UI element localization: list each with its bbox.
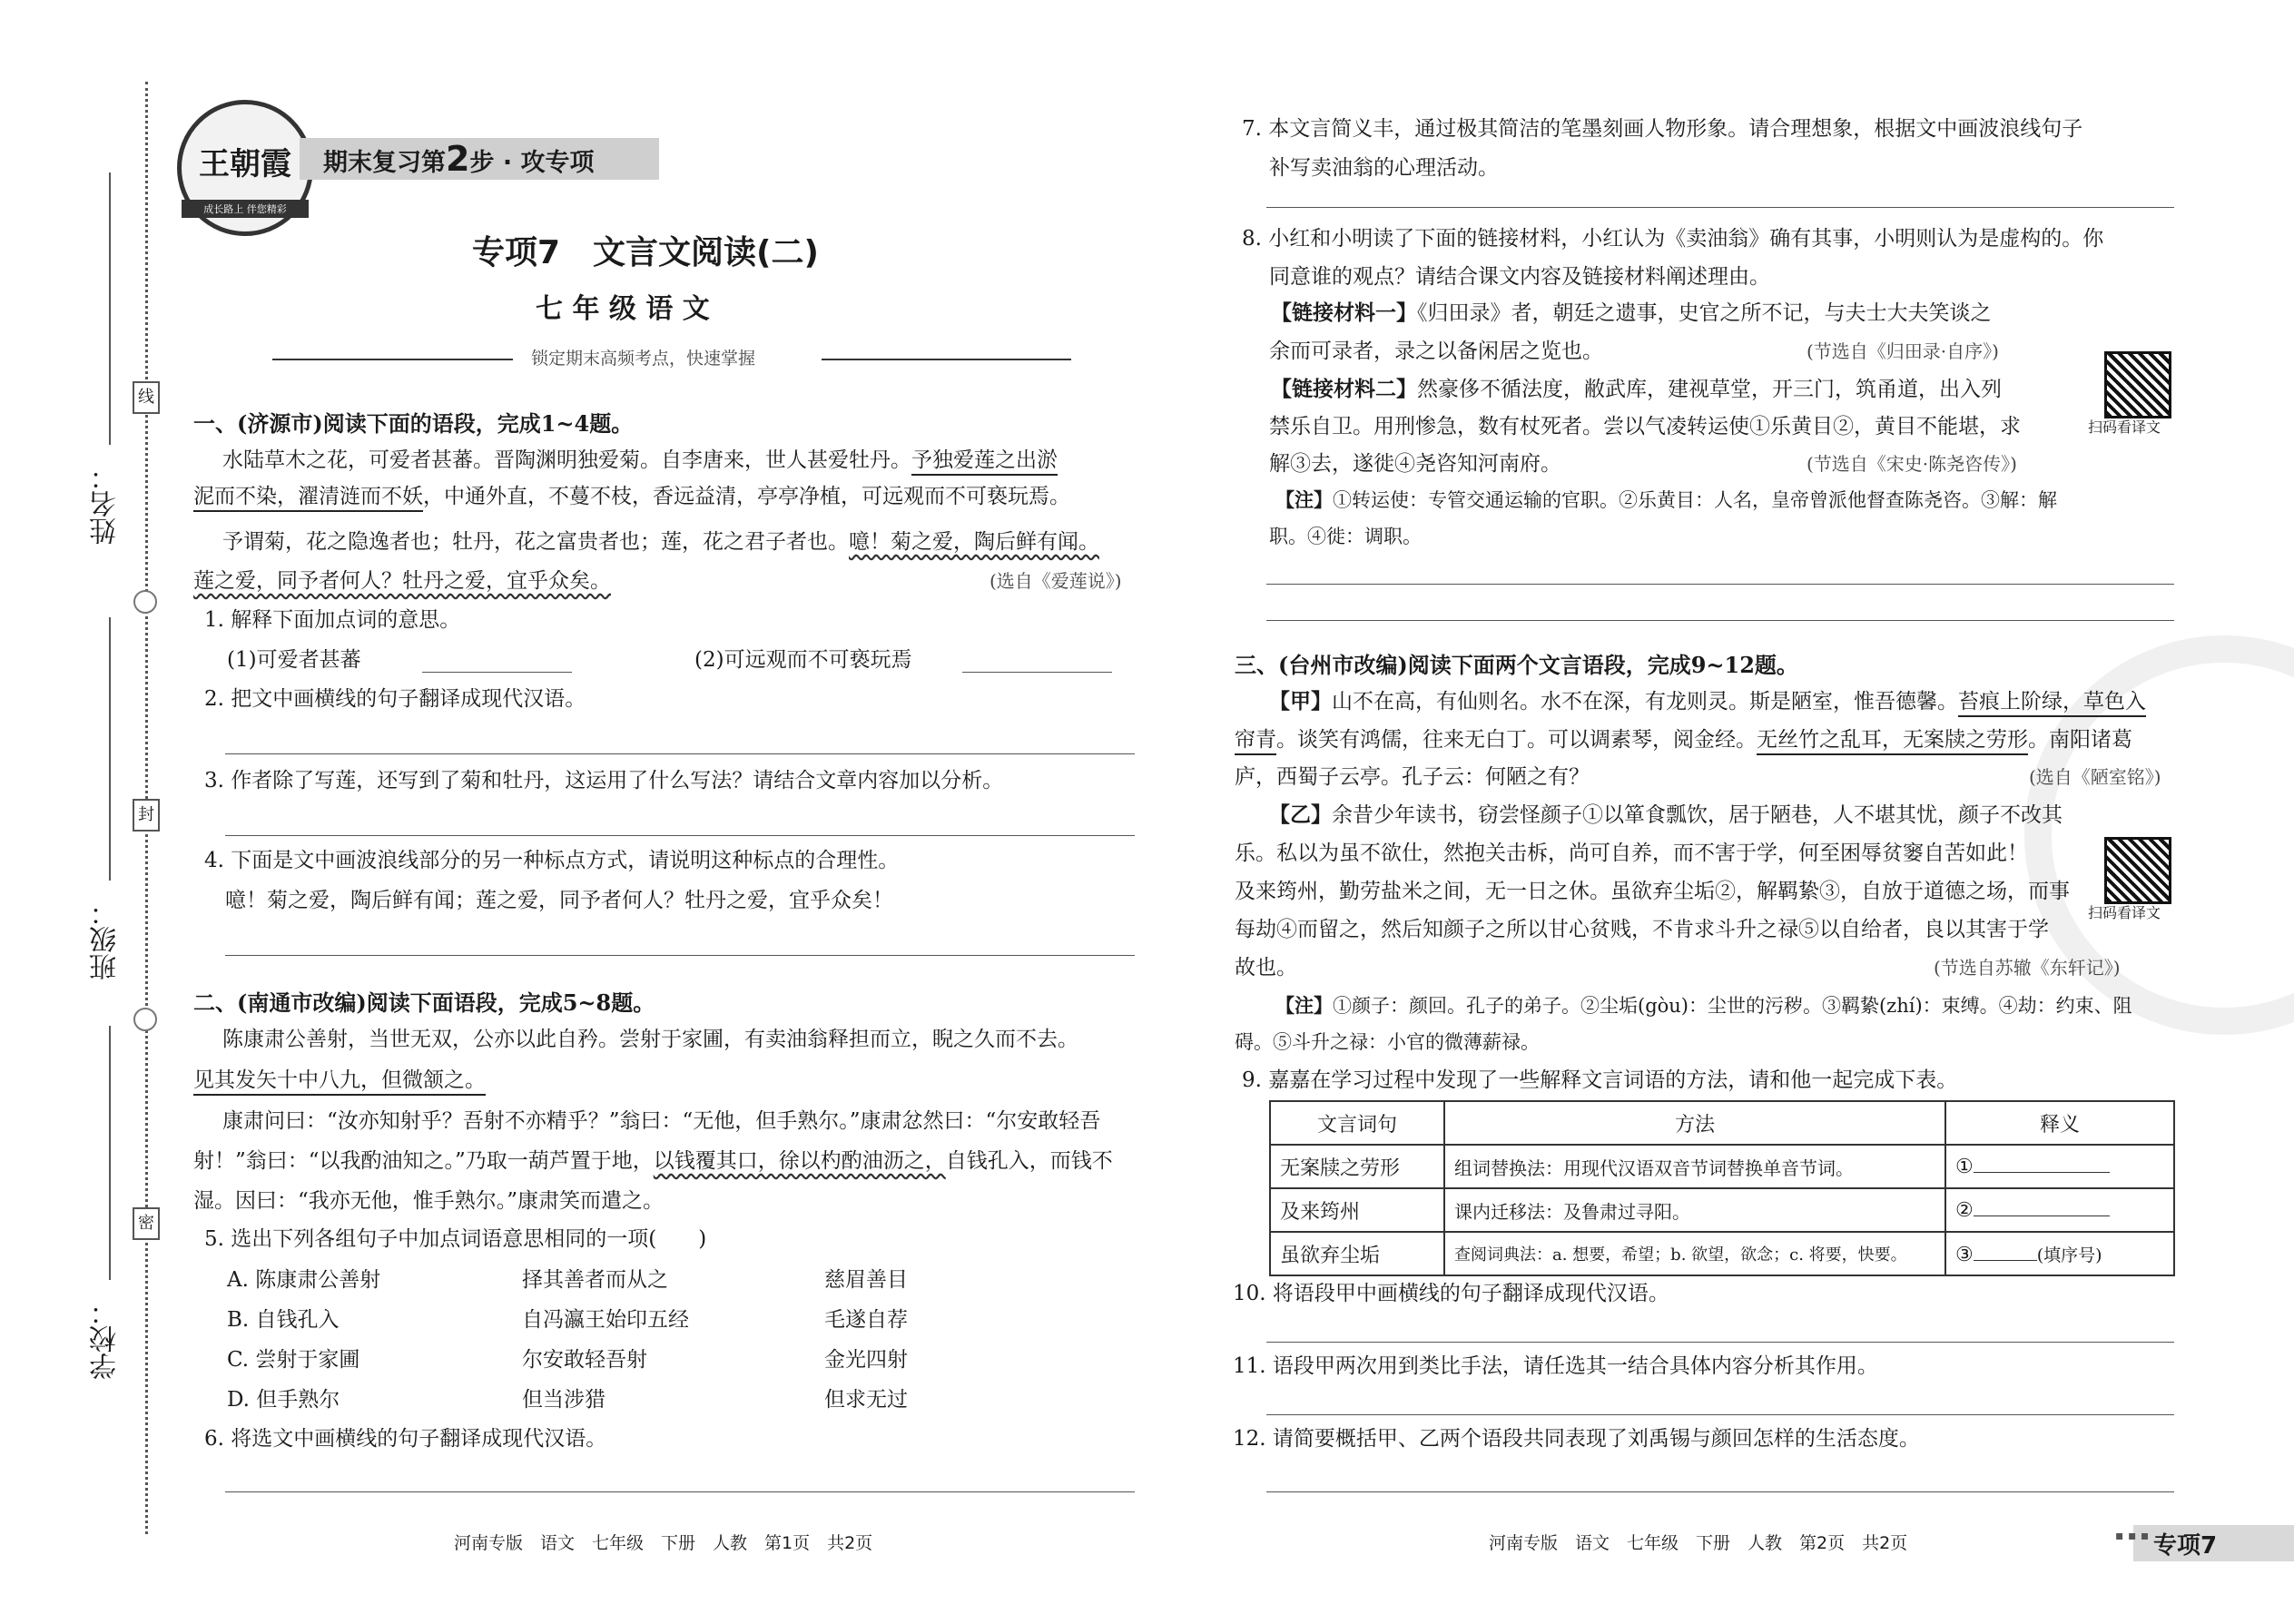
table-row [1270, 1145, 2174, 1188]
answer-line-q6[interactable] [225, 1491, 1135, 1492]
underlined-sentence: 泥而不染，濯清涟而不妖 [193, 485, 423, 512]
option-d-col1[interactable]: D. 但手熟尔 [227, 1388, 340, 1412]
link2-tag: 【链接材料二】 [1271, 377, 1417, 401]
option-a-col1[interactable]: A. 陈康肃公善射 [227, 1268, 381, 1292]
section2-para2-line3: 湿。因曰：“我亦无他，惟手熟尔。”康肃笑而遣之。 [193, 1189, 665, 1213]
motto-rule-right [822, 359, 1071, 360]
class-blank-line [109, 617, 111, 881]
question-8-line2: 同意谁的观点？请结合课文内容及链接材料阐述理由。 [1269, 265, 1770, 289]
question-2: 2. 把文中画横线的句子翻译成现代汉语。 [204, 687, 586, 711]
option-a-col2: 择其善者而从之 [522, 1268, 668, 1292]
yi-line4: 每劫④而留之，然后知颜子之所以甘心贫贱，不肯求斗升之禄⑤以自给者，良以其害于学 [1235, 918, 2049, 941]
step-banner [300, 138, 659, 180]
answer-line-q7[interactable] [1266, 207, 2174, 208]
answer-line-q8-1[interactable] [1266, 584, 2174, 585]
section3-heading: 三、(台州市改编)阅读下面两个文言语段，完成9~12题。 [1235, 652, 1798, 678]
question-3: 3. 作者除了写莲，还写到了菊和牡丹，这运用了什么写法？请结合文章内容加以分析。 [204, 769, 1004, 792]
table-cell-method: 查阅词典法：a. 想要，希望；b. 欲望，欲念；c. 将要，快要。 [1444, 1232, 1945, 1275]
table-cell-phrase: 无案牍之劳形 [1270, 1145, 1444, 1188]
section1-para1-line2: 泥而不染，濯清涟而不妖，中通外直，不蔓不枝，香远益清，亭亭净植，可远观而不可亵玩焉。 [193, 478, 1070, 515]
yi-source: (节选自苏辙《东轩记》) [1934, 957, 2121, 979]
yi-line2: 乐。私以为虽不欲仕，然抱关击柝，尚可自养，而不害于学，何至困辱贫窭自苦如此！ [1235, 842, 2028, 865]
table-cell-method: 组词替换法：用现代汉语双音节词替换单音节词。 [1444, 1145, 1945, 1188]
wavy-sentence: 莲之爱，同予者何人？牡丹之爱，宜乎众矣。 [193, 569, 611, 593]
binding-hole-2 [133, 1008, 157, 1031]
table-row [1270, 1232, 2174, 1275]
table-cell-method: 课内迁移法：及鲁肃过寻阳。 [1444, 1188, 1945, 1232]
option-b-col1[interactable]: B. 自钱孔入 [227, 1308, 340, 1332]
underlined-sentence: 见其发矢十中八九，但微颔之。 [193, 1068, 486, 1096]
option-a-col3: 慈眉善目 [824, 1268, 908, 1292]
section2-para2-line1: 康肃问曰：“汝亦知射乎？吾射不亦精乎？”翁曰：“无他，但手熟尔。”康肃忿然曰：“尔安敢轻吾 [222, 1109, 1101, 1133]
yi-tag: 【乙】 [1269, 802, 1332, 827]
yi-line5: 故也。 [1235, 956, 1297, 979]
section2-para1-line1: 陈康肃公善射，当世无双，公亦以此自矜。尝射于家圃，有卖油翁释担而立，睨之久而不去。 [222, 1028, 1078, 1051]
question-7-line2: 补写卖油翁的心理活动。 [1269, 156, 1499, 180]
question-1b: (2)可远观而不可亵玩焉 [694, 648, 912, 672]
answer-line-q4[interactable] [225, 955, 1135, 956]
qr-code-1[interactable] [2104, 351, 2171, 418]
footer-right: 河南专版 语文 七年级 下册 人教 第2页 共2页 [1489, 1533, 1908, 1553]
banner-text-b: 步 · 攻专项 [469, 149, 595, 177]
brand-name: 王朝霞 [199, 146, 291, 182]
school-blank-line [109, 1026, 111, 1280]
option-c-col2: 尔安敢轻吾射 [522, 1348, 647, 1372]
seal-box-mi: 密 [133, 1207, 160, 1240]
note-8-line1: 【注】①转运使：专管交通运输的官职。②乐黄目：人名，皇帝曾派他督查陈尧咨。③解：解 [1275, 488, 2057, 511]
question-12: 12. 请简要概括甲、乙两个语段共同表现了刘禹锡与颜回怎样的生活态度。 [1233, 1427, 1920, 1451]
option-b-col2: 自冯瀛王始印五经 [522, 1308, 689, 1332]
qr-code-2[interactable] [2104, 837, 2171, 904]
answer-line-q3[interactable] [225, 835, 1135, 836]
option-c-col3: 金光四射 [824, 1348, 908, 1372]
footer-left: 河南专版 语文 七年级 下册 人教 第1页 共2页 [454, 1533, 873, 1553]
table-header-cell: 方法 [1444, 1101, 1945, 1145]
question-8-line1: 8. 小红和小明读了下面的链接材料，小红认为《卖油翁》确有其事，小明则认为是虚构的。你 [1242, 227, 2104, 251]
underlined-sentence: 苔痕上阶绿，草色入 [1958, 690, 2146, 717]
table-row [1270, 1188, 2174, 1232]
question-11: 11. 语段甲两次用到类比手法，请任选其一结合具体内容分析其作用。 [1233, 1354, 1878, 1378]
answer-line-q12[interactable] [1266, 1491, 2174, 1492]
name-blank-line [109, 172, 111, 445]
banner-text-a: 期末复习第 [323, 149, 446, 177]
question-1: 1. 解释下面加点词的意思。 [204, 608, 461, 632]
link2-line1: 【链接材料二】然豪侈不循法度，敝武库，建视草堂，开三门，筑甬道，出入列 [1271, 377, 2002, 401]
jia-line1: 【甲】山不在高，有仙则名。水不在深，有龙则灵。斯是陋室，惟吾德馨。苔痕上阶绿，草色入 [1269, 684, 2146, 720]
page-title: 专项7 文言文阅读(二) [472, 234, 819, 271]
section1-para2-line2 [193, 563, 611, 599]
question-4-text: 噫！菊之爱，陶后鲜有闻；莲之爱，同予者何人？牡丹之爱，宜乎众矣！ [225, 889, 893, 912]
table-header-cell: 释义 [1945, 1101, 2174, 1145]
yi-line3: 及来筠州，勤劳盐米之间，无一日之休。虽欲弃尘垢②，解羁絷③，自放于道德之场，而事 [1235, 880, 2070, 903]
brand-logo [177, 100, 313, 236]
motto: 锁定期末高频考点，快速掌握 [531, 349, 756, 369]
table-cell-answer[interactable]: ② [1945, 1188, 2174, 1232]
table-cell-answer[interactable]: ③ (填序号) [1945, 1232, 2174, 1275]
section1-para1-line1: 水陆草木之花，可爱者甚蕃。晋陶渊明独爱菊。自李唐来，世人甚爱牡丹。予独爱莲之出淤 [222, 442, 1058, 478]
question-7-line1: 7. 本文言简义丰，通过极其简洁的笔墨刻画人物形象。请合理想象，根据文中画波浪线句子 [1242, 117, 2083, 141]
section1-heading: 一、(济源市)阅读下面的语段，完成1~4题。 [193, 410, 634, 437]
section2-para1-line2 [193, 1062, 486, 1098]
section2-para2-line2: 射！”翁曰：“以我酌油知之。”乃取一葫芦置于地，以钱覆其口，徐以杓酌油沥之，自钱孔入，而钱不 [193, 1149, 1113, 1173]
jia-source: (选自《陋室铭》) [2029, 766, 2161, 788]
jia-line2: 帘青。谈笑有鸿儒，往来无白丁。可以调素琴，阅金经。无丝竹之乱耳，无案牍之劳形。南阳诸葛 [1235, 722, 2132, 758]
method-table [1269, 1100, 2175, 1276]
link2-line2: 禁乐自卫。用刑惨急，数有杖死者。尝以气凌转运使①乐黄目②，黄目不能堪，求 [1269, 415, 2021, 438]
wavy-sentence: 噫！菊之爱，陶后鲜有闻。 [849, 530, 1099, 554]
seal-box-line: 线 [133, 381, 160, 414]
underlined-sentence: 予独爱莲之出淤 [911, 448, 1058, 476]
table-cell-answer[interactable]: ① [1945, 1145, 2174, 1188]
seal-box-feng: 封 [133, 799, 160, 832]
table-cell-phrase: 虽欲弃尘垢 [1270, 1232, 1444, 1275]
binding-hole-1 [133, 590, 157, 614]
note-tag: 【注】 [1275, 994, 1333, 1017]
section2-heading: 二、(南通市改编)阅读下面语段，完成5~8题。 [193, 989, 655, 1016]
link2-source: (节选自《宋史·陈尧咨传》) [1807, 453, 2017, 475]
answer-blank-1a[interactable] [422, 672, 572, 673]
option-d-col2: 但当涉猎 [522, 1388, 605, 1412]
jia-line3: 庐，西蜀子云亭。孔子云：何陋之有？ [1235, 765, 1590, 789]
underlined-sentence: 无丝竹之乱耳，无案牍之劳形 [1757, 728, 2028, 755]
footer-tab-marks: ▪ ▪ ▪ [2115, 1529, 2150, 1543]
option-b-col3: 毛遂自荐 [824, 1308, 908, 1332]
answer-line-q8-2[interactable] [1266, 620, 2174, 621]
link1-line1: 【链接材料一】《归田录》者，朝廷之遗事，史官之所不记，与夫士大夫笑谈之 [1271, 300, 1992, 325]
question-4: 4. 下面是文中画波浪线部分的另一种标点方式，请说明这种标点的合理性。 [204, 849, 900, 872]
link1-source: (节选自《归田录·自序》) [1807, 340, 1999, 362]
motto-rule-left [272, 359, 513, 360]
answer-blank[interactable] [1974, 1172, 2110, 1173]
question-1a: (1)可爱者甚蕃 [227, 648, 361, 672]
answer-line-q2[interactable] [225, 753, 1135, 754]
section1-source: (选自《爱莲说》) [989, 570, 1122, 592]
note-3-line1: 【注】①颜子：颜回。孔子的弟子。②尘垢(gòu)：尘世的污秽。③羁絷(zhí)：束缚。④劫：约束、阻 [1275, 994, 2132, 1017]
qr-label-1: 扫码看译文 [2088, 418, 2161, 436]
table-cell-phrase: 及来筠州 [1270, 1188, 1444, 1232]
wavy-sentence: 以钱覆其口，徐以杓酌油沥之， [653, 1149, 946, 1173]
table-header-row [1270, 1101, 2174, 1145]
underlined-sentence: 帘青 [1235, 728, 1276, 755]
name-label: 姓名： [90, 463, 122, 545]
qr-label-2: 扫码看译文 [2088, 904, 2161, 921]
question-9: 9. 嘉嘉在学习过程中发现了一些解释文言词语的方法，请和他一起完成下表。 [1242, 1068, 1958, 1092]
link1-line2: 余而可录者，录之以备闲居之览也。 [1269, 340, 1603, 363]
link1-tag: 【链接材料一】 [1271, 300, 1417, 325]
answer-blank[interactable] [1974, 1260, 2037, 1261]
question-5: 5. 选出下列各组句子中加点词语意思相同的一项( ) [204, 1227, 707, 1251]
jia-tag: 【甲】 [1269, 689, 1332, 714]
page-subtitle: 七 年 级 语 文 [536, 293, 710, 325]
class-label: 班级： [90, 899, 122, 980]
answer-blank-1b[interactable] [962, 672, 1112, 673]
yi-line1: 【乙】余昔少年读书，窃尝怪颜子①以箪食瓢饮，居于陋巷，人不堪其忧，颜子不改其 [1269, 802, 2063, 827]
link2-line3: 解③去，遂徙④尧咨知河南府。 [1269, 452, 1561, 476]
option-d-col3: 但求无过 [824, 1388, 908, 1412]
footer-tab-label: 专项7 [2153, 1532, 2218, 1560]
question-10: 10. 将语段甲中画横线的句子翻译成现代汉语。 [1233, 1282, 1669, 1305]
note-tag: 【注】 [1275, 488, 1333, 511]
section1-para2-line1: 予谓菊，花之隐逸者也；牡丹，花之富贵者也；莲，花之君子者也。噫！菊之爱，陶后鲜有闻。 [222, 530, 1099, 554]
banner-step-number: 2 [446, 139, 470, 179]
question-6: 6. 将选文中画横线的句子翻译成现代汉语。 [204, 1427, 607, 1451]
note-3-line2: 碍。⑤斗升之禄：小官的微薄薪禄。 [1235, 1031, 1540, 1053]
option-c-col1[interactable]: C. 尝射于家圃 [227, 1348, 360, 1372]
answer-line-q10[interactable] [1266, 1342, 2174, 1343]
school-label: 学校： [90, 1298, 122, 1380]
answer-line-q11[interactable] [1266, 1414, 2174, 1415]
table-header-cell: 文言词句 [1270, 1101, 1444, 1145]
note-8-line2: 职。④徙：调职。 [1269, 526, 1422, 547]
brand-slogan: 成长路上 伴您精彩 [182, 200, 309, 218]
